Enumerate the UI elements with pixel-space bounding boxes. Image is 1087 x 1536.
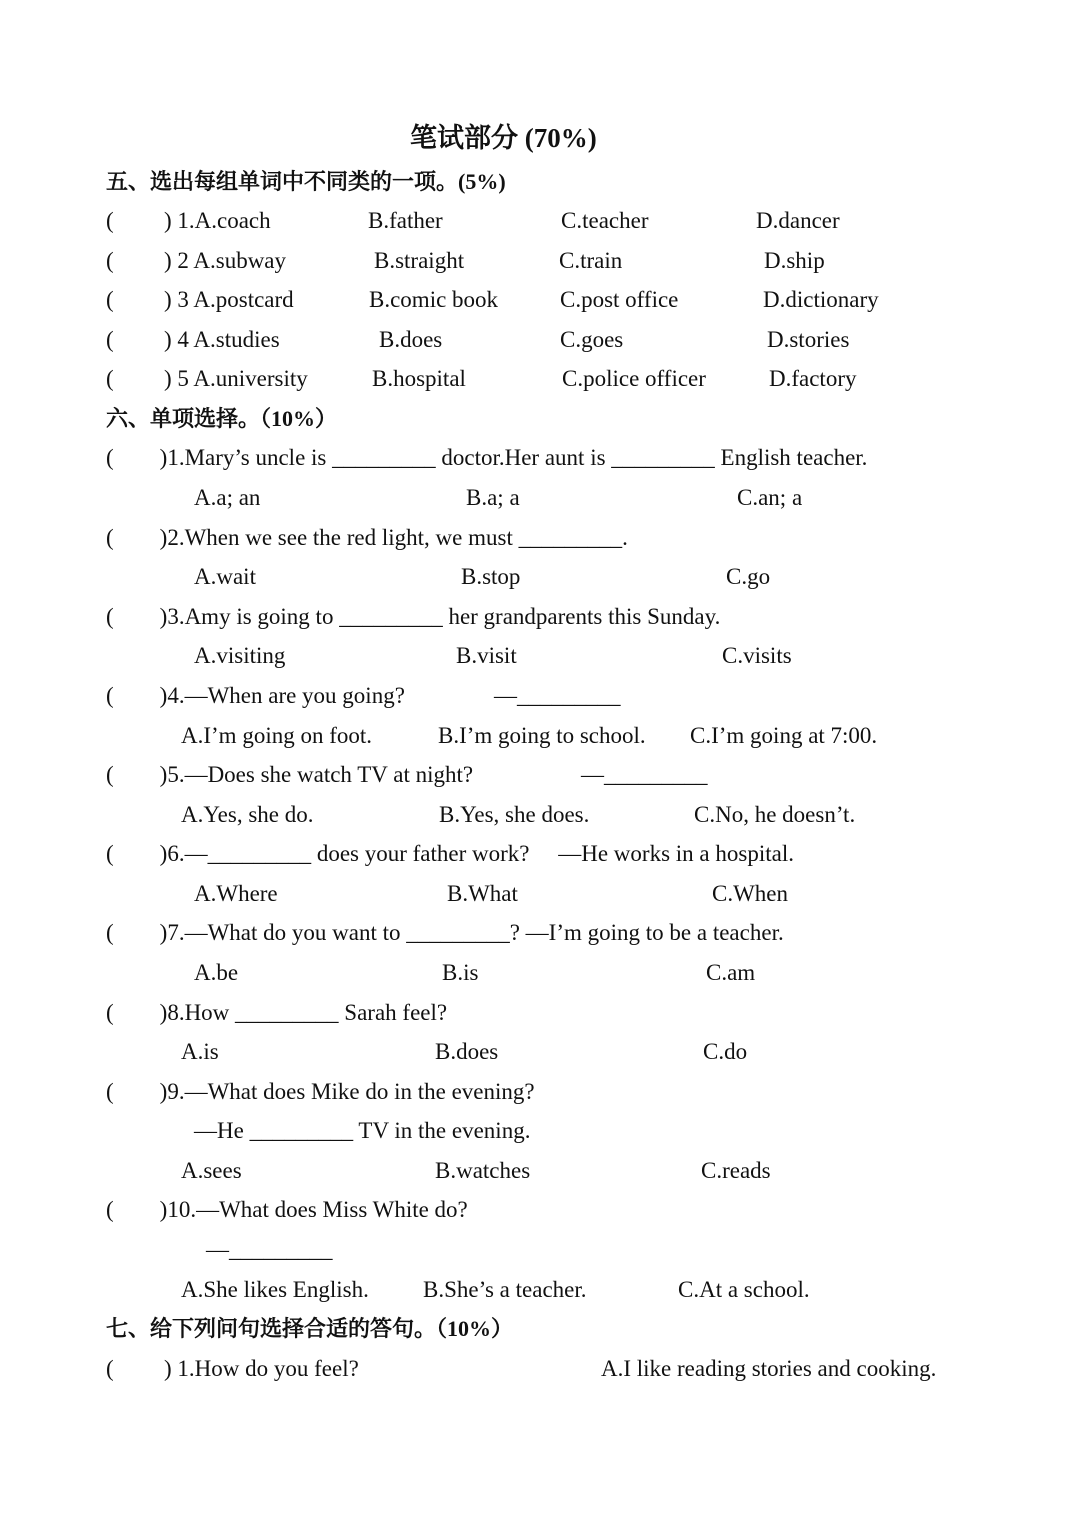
s6-q7-option-b: B.is — [442, 960, 479, 985]
s5-item-2-c: C.train — [559, 248, 623, 273]
answer-paren: ( — [106, 366, 114, 391]
s5-item-4-c: C.goes — [560, 327, 624, 352]
s6-question-2: ( )2.When we see the red light, we must _________. — [106, 525, 628, 550]
answer-paren: ( — [106, 248, 114, 273]
s6-q9-option-a: A.sees — [181, 1158, 242, 1183]
s6-q2-option-b: B.stop — [461, 564, 521, 589]
s5-item-4-d: D.stories — [767, 327, 850, 352]
s5-item-2-a: ) 2 A.subway — [164, 248, 287, 273]
s6-q8-option-a: A.is — [181, 1039, 219, 1064]
s5-item-1-b: B.father — [368, 208, 443, 233]
s6-q10-answer-blank: —_________ — [206, 1237, 333, 1262]
s6-q2-option-a: A.wait — [194, 564, 256, 589]
s5-item-2-d: D.ship — [764, 248, 825, 273]
s5-item-5-d: D.factory — [769, 366, 857, 391]
s6-question-3: ( )3.Amy is going to _________ her grandparents this Sunday. — [106, 604, 721, 629]
section-6-heading: 六、单项选择。（10%） — [106, 406, 338, 431]
s6-question-8: ( )8.How _________ Sarah feel? — [106, 1000, 448, 1025]
s6-q6-option-c: C.When — [712, 881, 789, 906]
answer-paren: ( — [106, 208, 114, 233]
s6-q5-option-a: A.Yes, she do. — [181, 802, 314, 827]
s5-item-3-b: B.comic book — [369, 287, 499, 312]
s6-q10-option-c: C.At a school. — [678, 1277, 810, 1302]
s6-q3-option-a: A.visiting — [194, 643, 286, 668]
s6-q9-option-c: C.reads — [701, 1158, 771, 1183]
s6-q1-option-a: A.a; an — [194, 485, 261, 510]
s6-question-10: ( )10.—What does Miss White do? — [106, 1197, 468, 1222]
s6-q10-option-b: B.She’s a teacher. — [423, 1277, 587, 1302]
s6-question-6: ( )6.—_________ does your father work? —He works in a hospital. — [106, 841, 794, 866]
s6-q4-option-c: C.I’m going at 7:00. — [690, 723, 878, 748]
s7-answer-a: A.I like reading stories and cooking. — [601, 1356, 937, 1381]
s5-item-3-a: ) 3 A.postcard — [164, 287, 294, 312]
s6-q3-option-c: C.visits — [722, 643, 792, 668]
s6-question-7: ( )7.—What do you want to _________? —I’m going to be a teacher. — [106, 920, 784, 945]
s5-item-3-c: C.post office — [560, 287, 679, 312]
page-title: 笔试部分 (70%) — [410, 123, 597, 153]
s6-question-1: ( )1.Mary’s uncle is _________ doctor.Her aunt is _________ English teacher. — [106, 445, 868, 470]
section-5-heading: 五、选出每组单词中不同类的一项。(5%) — [106, 169, 506, 194]
s6-q1-option-c: C.an; a — [737, 485, 803, 510]
s6-q9-answer-line: —He _________ TV in the evening. — [194, 1118, 531, 1143]
s6-q7-option-a: A.be — [194, 960, 239, 985]
s6-q8-option-c: C.do — [703, 1039, 748, 1064]
s6-q5-option-c: C.No, he doesn’t. — [694, 802, 856, 827]
s5-item-4-b: B.does — [379, 327, 443, 352]
s6-q2-option-c: C.go — [726, 564, 771, 589]
s5-item-1-a: ) 1.A.coach — [164, 208, 271, 233]
s6-q8-option-b: B.does — [435, 1039, 499, 1064]
s5-item-3-d: D.dictionary — [763, 287, 879, 312]
s5-item-4-a: ) 4 A.studies — [164, 327, 280, 352]
s6-question-5: ( )5.—Does she watch TV at night? — [106, 762, 474, 787]
section-7-heading: 七、给下列问句选择合适的答句。（10%） — [106, 1316, 514, 1341]
s6-q5-option-b: B.Yes, she does. — [439, 802, 590, 827]
s6-q4-option-a: A.I’m going on foot. — [181, 723, 373, 748]
answer-paren: ( — [106, 287, 114, 312]
answer-paren: ( — [106, 1356, 114, 1381]
s6-q6-option-a: A.Where — [194, 881, 278, 906]
s6-q10-option-a: A.She likes English. — [181, 1277, 369, 1302]
s6-q3-option-b: B.visit — [456, 643, 517, 668]
s5-item-2-b: B.straight — [374, 248, 465, 273]
s6-q4-option-b: B.I’m going to school. — [438, 723, 646, 748]
s6-q1-option-b: B.a; a — [466, 485, 520, 510]
s5-item-5-a: ) 5 A.university — [164, 366, 308, 391]
s5-item-5-b: B.hospital — [372, 366, 466, 391]
s5-item-1-d: D.dancer — [756, 208, 840, 233]
s5-item-5-c: C.police officer — [562, 366, 706, 391]
s6-q5-answer-blank: —_________ — [581, 762, 708, 787]
s6-question-9: ( )9.—What does Mike do in the evening? — [106, 1079, 535, 1104]
s6-question-4: ( )4.—When are you going? — [106, 683, 405, 708]
s5-item-1-c: C.teacher — [561, 208, 649, 233]
s6-q7-option-c: C.am — [706, 960, 756, 985]
answer-paren: ( — [106, 327, 114, 352]
s6-q6-option-b: B.What — [447, 881, 518, 906]
s6-q9-option-b: B.watches — [435, 1158, 531, 1183]
s7-question-1: ) 1.How do you feel? — [164, 1356, 359, 1381]
s6-q4-answer-blank: —_________ — [494, 683, 621, 708]
